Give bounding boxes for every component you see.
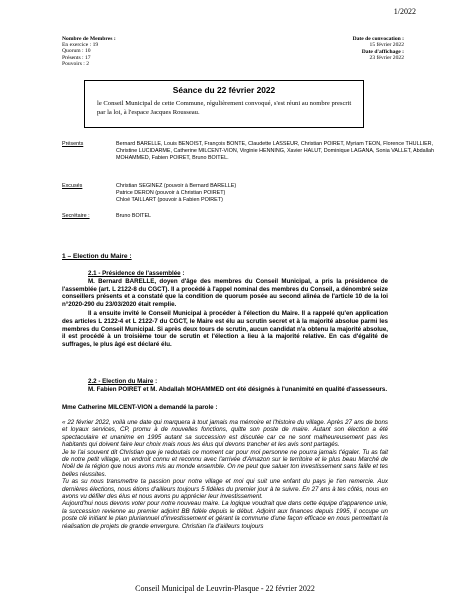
proxies: Pouvoirs : 2 <box>62 60 90 67</box>
paragraph: Il a ensuite invité le Conseil Municipal à procéder à l'élection du Maire. Il a rappelé qu'en application des articles L 2122-4 et L 2122-7 du CGCT, le Maire est élu au scrutin secret et à la majorité absolue parmi les membres du Conseil Municipal. Si après deux tours de scrutin, aucun candidat n'a obtenu la majorité absolue, il est procédé à un troisième tour de scrutin et l'élection a lieu à la majorité relative. En cas d'égalité de suffrages, le plus âgé est déclaré élu. <box>62 309 388 349</box>
speech-paragraph: Aujourd'hui nous devons voter pour notre nouveau maire. La logique voudrait que dans cette équipe d'apparence unie, la succession revienne au premier adjoint BB fidèle depuis le début. Adjoint aux finances depuis 1995, il occupe un poste clé initiant le plan pluriannuel d'investissement et gérant la commune d'une façon efficace en nous permettant la réalisation de projets de grande envergure. Christian l'a d'ailleurs toujours <box>62 500 388 530</box>
excused-entry: Patrice DERON (pouvoir à Christian POIRET) <box>116 190 226 197</box>
convocation-label: Date de convocation : <box>352 36 404 42</box>
excused-entry: Christian SEGINEZ (pouvoir à Bernard BARELLE) <box>116 183 237 189</box>
present-list: Bernard BARELLE, Louis BENOIST, François BONTE, Claudette LASSEUR, Christian POIRET, Myriam TEON, Florence THULLIER, Christine LUCIDARME, Catherine MILCENT-VION, Virginie HENNING, Xavier HALUT, Dominique LAGANA, Sonia VALLET, Abdallah MOHAMMED, Fabien POIRET, Bruno BOITEL. <box>116 141 434 162</box>
membership-summary <box>62 36 116 67</box>
subsection-heading: 2.1 - Présidence de l'assemblée <box>88 270 181 277</box>
section-heading <box>62 253 132 260</box>
speaker-line: Mme Catherine MILCENT-VION a demandé la parole : <box>62 404 218 411</box>
excused-entry: Chloé TAILLART (pouvoir à Fabien POIRET) <box>116 197 223 204</box>
membership-title: Nombre de Membres : <box>62 36 116 42</box>
present-label: Présents <box>62 141 84 147</box>
secretary-name: Bruno BOITEL <box>116 213 152 219</box>
posting-date: 23 février 2022 <box>369 55 404 62</box>
attendees-present <box>62 141 442 175</box>
convocation-date: 15 février 2022 <box>369 42 404 49</box>
attendees-excused <box>62 183 442 207</box>
speech-paragraph: « 22 février 2022, voilà une date qui marquera à tout jamais ma mémoire et l'histoire du village. Après 27 ans de bons et loyaux services, CP, promu à de nouvelles fonctions, quitte son poste de maire. Autant son élection a été spectaculaire et unanime en 1995 autant sa succession est discutée car ce ne sont malheureusement pas les habitants qui doivent faire leur choix mais nous les élus qui devons trancher et les avis sont partagés. <box>62 419 388 449</box>
secretary-label: Secrétaire : <box>62 213 90 219</box>
subsection-presidency: 2.1 - Présidence de l'assemblée : M. Bernard BARELLE, doyen d'âge des membres du Conseil Municipal, a pris la présidence de l'assemblée (art. L 2122-8 du CGCT). Il a procédé à l'appel nominal des membres du Conseil, a dénombré seize conseillers présents et a constaté que la condition de quorum posée au second alinéa de l'article 10 de la loi n°2020-290 du 23/03/2020 était remplie. Il a ensuite invité le Conseil Municipal à procéder à l'élection du Maire. Il a rappelé qu'en application des articles L 2122-4 et L 2122-7 du CGCT, le Maire est élu au scrutin secret et à la majorité absolue parmi les membres du Conseil Municipal. Si après deux tours de scrutin, aucun candidat n'a obtenu la majorité absolue, il est procédé à un troisième tour de scrutin et l'élection a lieu à la majorité relative. En cas d'égalité de suffrages, le plus âgé est déclaré élu. <box>62 270 388 349</box>
speech <box>62 419 388 530</box>
members-in-office: En exercice : 19 <box>62 42 99 49</box>
members-present: Présents : 17 <box>62 54 91 61</box>
session-title-box <box>84 80 364 128</box>
meeting-secretary <box>62 213 442 222</box>
speech-paragraph: Tu as su nous transmettre ta passion pour notre village et moi qui suit une enfant du pays je t'en remercie. Aux dernières élections, nous étions d'ailleurs toujours 5 fidèles du premier jour à te suivre. En 27 ans à tes côtés, nous en avons vu défiler des élus et nous avons pu apprécier leur investissement. <box>62 478 388 501</box>
subsection-election: 2.2 - Election du Maire : M. Fabien POIRET et M. Abdallah MOHAMMED ont été désignés à l'unanimité en qualité d'assesseurs. <box>88 378 388 393</box>
paragraph: M. Fabien POIRET et M. Abdallah MOHAMMED ont été désignés à l'unanimité en qualité d'assesseurs. <box>88 385 388 393</box>
meeting-dates <box>353 36 404 62</box>
speech-paragraph: Je te l'ai souvent dit Christian que je redoutais ce moment car pour moi personne ne pourra jamais t'égaler. Tu as fait de notre petit village, un endroit connu et reconnu avec l'arrivée d'Amazon sur le territoire et le plus beau Marché de Noël de la région que nous avons mis au monde ensemble. On ne peut que saluer ton investissement sans faille et tes belles réussites. <box>62 448 388 478</box>
session-title: Séance du 22 février 2022 <box>172 85 276 95</box>
paragraph: M. Bernard BARELLE, doyen d'âge des membres du Conseil Municipal, a pris la présidence de l'assemblée (art. L 2122-8 du CGCT). Il a procédé à l'appel nominal des membres du Conseil, a dénombré seize conseillers présents et a constaté que la condition de quorum posée au second alinéa de l'article 10 de la loi n°2020-290 du 23/03/2020 était remplie. <box>62 277 388 309</box>
subsection-heading: 2.2 - Election du Maire <box>88 378 154 385</box>
section-title: 1 – Election du Maire : <box>62 253 132 260</box>
excused-label: Excusés <box>62 183 83 189</box>
page-number: 1/2022 <box>393 7 416 16</box>
session-intro: le Conseil Municipal de cette Commune, régulièrement convoqué, s'est réuni au nombre prescrit par la loi, à l'espace Jacques Rousseau. <box>97 100 352 116</box>
posting-label: Date d'affichage : <box>361 48 404 55</box>
quorum: Quorum : 10 <box>62 48 91 55</box>
page-footer: Conseil Municipal de Leuvrin-Plasque - 22 février 2022 <box>135 584 315 593</box>
